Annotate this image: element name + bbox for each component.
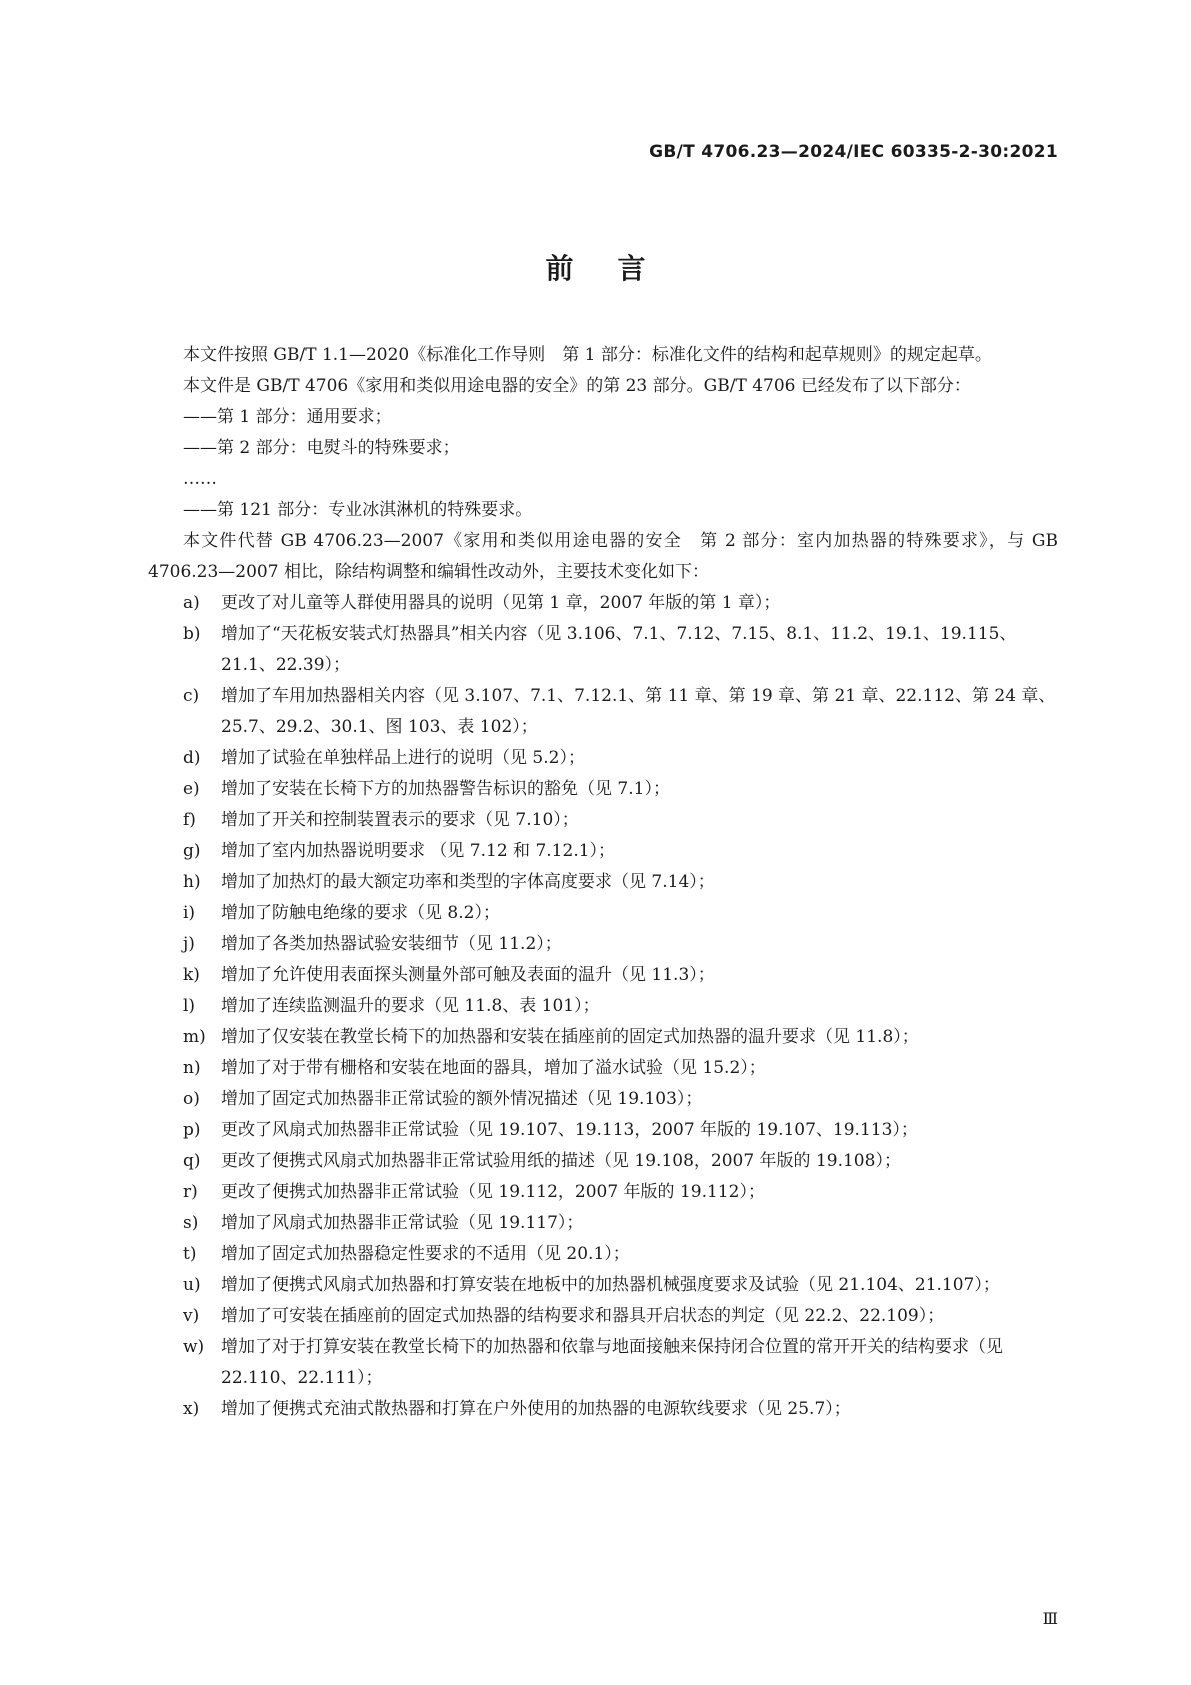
item-label: t) (183, 1244, 197, 1264)
list-item-change (148, 774, 1058, 805)
item-text: 增加了可安装在插座前的固定式加热器的结构要求和器具开启状态的判定（见 22.2、22.109）； (221, 1306, 945, 1326)
item-label: a) (183, 593, 200, 613)
list-item-part: ——第 2 部分：电熨斗的特殊要求； (183, 438, 460, 458)
list-item-change (148, 1301, 1058, 1332)
item-text: 增加了仅安装在教堂长椅下的加热器和安装在插座前的固定式加热器的温升要求（见 11.8）； (221, 1027, 919, 1047)
item-label: b) (183, 624, 201, 644)
item-text: 增加了安装在长椅下方的加热器警告标识的豁免（见 7.1）； (221, 779, 670, 799)
item-label: k) (183, 965, 200, 985)
list-item-change (148, 1084, 1058, 1115)
item-label: d) (183, 748, 201, 768)
list-item-change (148, 1239, 1058, 1270)
list-ellipsis: …… (183, 469, 217, 489)
item-text: 增加了风扇式加热器非正常试验（见 19.117）； (221, 1213, 584, 1233)
list-item-change (148, 743, 1058, 774)
list-item-change (148, 681, 1058, 743)
item-label: o) (183, 1089, 200, 1109)
item-label: q) (183, 1151, 201, 1171)
page-title: 前言 (545, 252, 690, 285)
list-item-part: ——第 1 部分：通用要求； (183, 407, 392, 427)
page-number: Ⅲ (1042, 1609, 1058, 1628)
item-text: 增加了固定式加热器非正常试验的额外情况描述（见 19.103）； (221, 1089, 703, 1109)
list-item-change (148, 898, 1058, 929)
item-text: 增加了连续监测温升的要求（见 11.8、表 101）； (221, 996, 600, 1016)
item-label: u) (183, 1275, 201, 1295)
list-item-change (148, 1146, 1058, 1177)
item-text: 更改了便携式风扇式加热器非正常试验用纸的描述（见 19.108，2007 年版的 19.108）； (221, 1151, 901, 1171)
item-text: 更改了风扇式加热器非正常试验（见 19.107、19.113，2007 年版的 19.107、19.113）； (221, 1120, 918, 1140)
list-item-change (148, 1394, 1058, 1425)
paragraph-drafting-basis: 本文件按照 GB/T 1.1—2020《标准化工作导则 第 1 部分：标准化文件的结构和起草规则》的规定起草。 (183, 345, 992, 365)
item-text: 增加了对于打算安装在教堂长椅下的加热器和依靠与地面接触来保持闭合位置的常开开关的结构要求（见 22.110、22.111）； (221, 1337, 1003, 1388)
item-text: 增加了便携式充油式散热器和打算在户外使用的加热器的电源软线要求（见 25.7）； (221, 1399, 851, 1419)
list-item-change (148, 836, 1058, 867)
item-text: 增加了固定式加热器稳定性要求的不适用（见 20.1）； (221, 1244, 630, 1264)
item-label: r) (183, 1182, 198, 1202)
item-label: p) (183, 1120, 201, 1140)
item-text: 增加了防触电绝缘的要求（见 8.2）； (221, 903, 500, 923)
list-item-change (148, 619, 1058, 681)
list-item-change (148, 929, 1058, 960)
item-label: s) (183, 1213, 199, 1233)
item-label: j) (183, 934, 195, 954)
item-label: n) (183, 1058, 201, 1078)
item-text: 更改了对儿童等人群使用器具的说明（见第 1 章，2007 年版的第 1 章）； (221, 593, 781, 613)
list-item-change (148, 867, 1058, 898)
item-text: 增加了允许使用表面探头测量外部可触及表面的温升（见 11.3）； (221, 965, 715, 985)
item-text: 增加了开关和控制装置表示的要求（见 7.10）； (221, 810, 579, 830)
list-item-change (148, 588, 1058, 619)
standard-code: GB/T 4706.23—2024/IEC 60335-2-30:2021 (649, 142, 1058, 162)
item-text: 增加了加热灯的最大额定功率和类型的字体高度要求（见 7.14）； (221, 872, 715, 892)
changes-list (148, 588, 1058, 1425)
list-item-change (148, 1115, 1058, 1146)
list-item-change (148, 1208, 1058, 1239)
list-item-change (148, 1177, 1058, 1208)
item-text: 增加了各类加热器试验安装细节（见 11.2）； (221, 934, 562, 954)
item-label: m) (183, 1027, 206, 1047)
item-label: g) (183, 841, 201, 861)
list-item-change (148, 1022, 1058, 1053)
item-label: w) (183, 1337, 205, 1357)
item-text: 更改了便携式加热器非正常试验（见 19.112，2007 年版的 19.112）； (221, 1182, 765, 1202)
item-label: f) (183, 810, 196, 830)
document-body (148, 340, 1058, 1425)
item-label: c) (183, 686, 200, 706)
item-label: x) (183, 1399, 200, 1419)
list-item-change (148, 1270, 1058, 1301)
item-text: 增加了室内加热器说明要求 （见 7.12 和 7.12.1）； (221, 841, 616, 861)
list-item-change (148, 960, 1058, 991)
paragraph-series-info: 本文件是 GB/T 4706《家用和类似用途电器的安全》的第 23 部分。GB/T 4706 已经发布了以下部分： (183, 376, 971, 396)
list-item-change (148, 1332, 1058, 1394)
item-label: e) (183, 779, 200, 799)
list-item-change (148, 991, 1058, 1022)
paragraph-replacement-info: 本文件代替 GB 4706.23—2007《家用和类似用途电器的安全 第 2 部分：室内加热器的特殊要求》，与 GB 4706.23—2007 相比，除结构调整和编辑性改动外，主要技术变化如下： (148, 531, 1058, 582)
item-text: 增加了便携式风扇式加热器和打算安装在地板中的加热器机械强度要求及试验（见 21.104、21.107）； (221, 1275, 1000, 1295)
list-item-part: ——第 121 部分：专业冰淇淋机的特殊要求。 (183, 500, 533, 520)
item-text: 增加了对于带有栅格和安装在地面的器具，增加了溢水试验（见 15.2）； (221, 1058, 766, 1078)
list-item-change (148, 805, 1058, 836)
item-label: h) (183, 872, 201, 892)
list-item-change (148, 1053, 1058, 1084)
item-label: i) (183, 903, 196, 923)
item-label: l) (183, 996, 196, 1016)
item-label: v) (183, 1306, 200, 1326)
item-text: 增加了车用加热器相关内容（见 3.107、7.1、7.12.1、第 11 章、第 19 章、第 21 章、22.112、第 24 章、25.7、29.2、30.1、图 103、表 102）； (221, 686, 1056, 737)
item-text: 增加了试验在单独样品上进行的说明（见 5.2）； (221, 748, 585, 768)
item-text: 增加了“天花板安装式灯热器具”相关内容（见 3.106、7.1、7.12、7.15、8.1、11.2、19.1、19.115、21.1、22.39）； (221, 624, 1017, 675)
